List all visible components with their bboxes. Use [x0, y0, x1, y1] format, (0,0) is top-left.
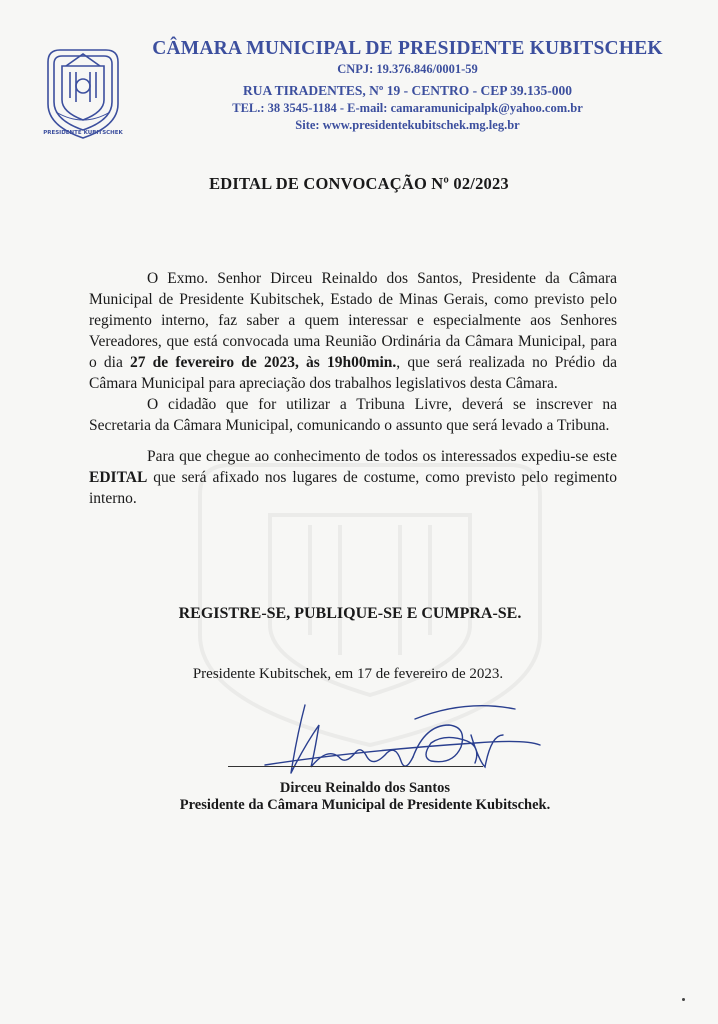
letterhead	[130, 38, 685, 133]
scan-speck	[682, 998, 685, 1001]
contact: TEL.: 38 3545-1184 - E-mail: camaramunicipalpk@yahoo.com.br	[232, 101, 583, 115]
meeting-date: 27 de fevereiro de 2023, às 19h00min.	[130, 354, 397, 371]
signature-line	[228, 766, 483, 767]
document-title: EDITAL DE CONVOCAÇÃO Nº 02/2023	[209, 174, 509, 193]
paragraph-3: Para que chegue ao conhecimento de todos os interessados expediu-se este EDITAL que será afixado nos lugares de costume, como previsto pelo regimento interno.	[89, 448, 617, 507]
paragraph-1: O Exmo. Senhor Dirceu Reinaldo dos Santos, Presidente da Câmara Municipal de Presidente Kubitschek, Estado de Minas Gerais, como previsto pelo regimento interno, faz saber a quem interessar e especialmente aos Senhores Vereadores, que está convocada uma Reunião Ordinária da Câmara Municipal, para o dia 27 de fevereiro de 2023, às 19h00min., que será realizada no Prédio da Câmara Municipal para apreciação dos trabalhos legislativos desta Câmara.	[89, 270, 618, 392]
signer-name: Dirceu Reinaldo dos Santos	[279, 780, 451, 796]
document-body	[89, 268, 617, 509]
place-and-date: Presidente Kubitschek, em 17 de fevereiro de 2023.	[192, 666, 504, 682]
cnpj: CNPJ: 19.376.846/0001-59	[337, 62, 478, 76]
institution-name: CÂMARA MUNICIPAL DE PRESIDENTE KUBITSCHEK	[152, 38, 663, 59]
signer-role: Presidente da Câmara Municipal de Presidente Kubitschek.	[179, 797, 551, 813]
website: Site: www.presidentekubitschek.mg.leg.br	[295, 118, 520, 132]
handwritten-signature	[235, 695, 545, 785]
closing-statement: REGISTRE-SE, PUBLIQUE-SE E CUMPRA-SE.	[178, 605, 522, 622]
paragraph-2: O cidadão que for utilizar a Tribuna Livre, deverá se inscrever na Secretaria da Câmara Municipal, comunicando o assunto que será levado a Tribuna.	[89, 396, 617, 434]
municipal-seal-icon	[40, 42, 126, 142]
svg-text:PRESIDENTE KUBITSCHEK: PRESIDENTE KUBITSCHEK	[43, 130, 123, 136]
address: RUA TIRADENTES, Nº 19 - CENTRO - CEP 39.135-000	[243, 83, 572, 98]
